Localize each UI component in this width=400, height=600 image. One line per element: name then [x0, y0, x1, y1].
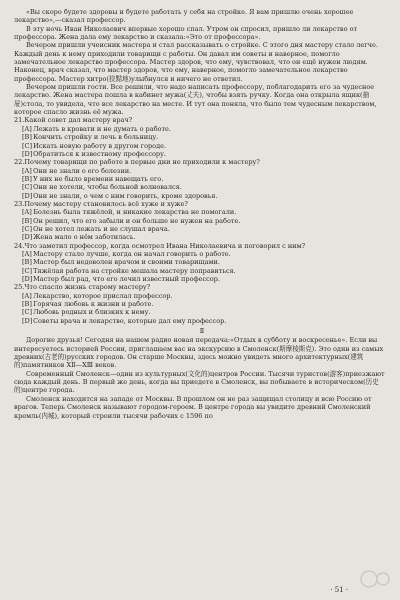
- option-text: Советы врача и лекарство, которые дал ему профессор.: [33, 316, 227, 325]
- question-number: 21.: [14, 116, 25, 125]
- option-text: Жена мало о нём заботилась.: [33, 233, 136, 242]
- option[interactable]: [14, 317, 390, 325]
- option-text: Мастер был недоволен врачом и своими товарищами.: [33, 258, 220, 267]
- option-text: Мастер был рад, что его лечил известный профессор.: [33, 275, 220, 283]
- question-text: Что заметил профессор, когда осмотрел Ивана Николаевича и поговорил с ним?: [24, 241, 306, 250]
- option[interactable]: [14, 150, 390, 158]
- option-text: Лекарство, которое прислал профессор.: [33, 291, 173, 300]
- option[interactable]: [14, 267, 390, 275]
- option-letter: [B]: [22, 216, 32, 225]
- option[interactable]: [14, 233, 390, 241]
- option-text: Обратиться к известному профессору.: [33, 149, 166, 158]
- text2-paragraph: Дорогие друзья! Сегодня на нашем радио новая передача:«Отдых в субботу и воскресенье». Если вы интересуетесь историей России, приглашаем вас на экскурсию в Смоленск(斯摩棱斯克). Это один из самых древних(古老的)русских городов. Он старше Москвы, здесь можно увидеть много архитектурных(建筑的)памятников XⅡ—XⅢ веков.: [14, 336, 384, 370]
- option[interactable]: [14, 217, 390, 225]
- option-letter: [D]: [22, 191, 33, 200]
- question-number: 22.: [14, 158, 25, 167]
- option-text: Болезнь была тяжёлой, и никакие лекарства не помогали.: [33, 208, 237, 217]
- intro-paragraph: В эту ночь Иван Николаевич впервые хорошо спал. Утром он спросил, пришло ли лекарство от профессора. Жена дала ему лекарство и сказала:«Это от профессора».: [14, 24, 358, 42]
- option-letter: [A]: [22, 124, 32, 133]
- option[interactable]: [14, 275, 390, 283]
- option-text: Лежать в кровати и не думать о работе.: [33, 124, 171, 133]
- question-21: [14, 116, 390, 158]
- option-text: Мастеру стало лучше, когда он начал говорить о работе.: [33, 249, 231, 258]
- question-number: 25.: [14, 283, 25, 292]
- text2-paragraph: Смоленск находится на западе от Москвы. В прошлом он не раз защищал столицу и всю Россию от врагов. Теперь Смоленск называют городом-героем. В центре города вы увидите древний Смоленский кремль(内城), который строили тысячи рабочих с 1596 по: [14, 394, 372, 420]
- intro-paragraph: Вечером пришли учеисник мастера и стал рассказывать о стройке. С этого дня мастеру стало легче. Каждый день к нему приходили товарищи с работы. Он давал им советы и наверное, помогло замечательное лекарство профессора. Мастер здоров, что ему, чувствовал, что он ещё нужен людям. Наконец, врач сказал, что мастер здоров, что ему, наверное, помогло замечательное лекарство профессора. Мастер хитро(狡黠地)улыбнулся и ничего не ответил.: [14, 41, 378, 83]
- option-letter: [D]: [22, 149, 33, 158]
- reading-text-1: [14, 8, 390, 116]
- option[interactable]: [14, 175, 390, 183]
- option-letter: [C]: [22, 224, 33, 233]
- intro-paragraph: «Вы скоро будете здоровы и будете работать у себя на стройке. Я вам пришлю очень хорошее лекарство»,—сказал профессор.: [14, 8, 354, 25]
- option-text: Они не знали, о чем с ним говорить, кроме здоровья.: [33, 191, 218, 200]
- option-text: Они не хотели, чтобы больной волновался.: [33, 183, 182, 192]
- option-text: Кончить стройку и лечь в больницу.: [33, 133, 159, 142]
- option-letter: [B]: [22, 174, 32, 183]
- option[interactable]: [14, 308, 390, 316]
- option-letter: [A]: [22, 249, 32, 258]
- option-letter: [B]: [22, 258, 32, 267]
- text2-paragraph: Современный Смоленск—один из культурных(文化的)центров России. Тысячи туристов(游客)приезжают сюда каждый день. В первый же день, когда вы приедете в Смоленск, вы побываете в историческом(历史的)центре города.: [14, 369, 385, 395]
- option[interactable]: [14, 125, 390, 133]
- option-letter: [C]: [22, 266, 33, 275]
- option-text: Искать новую работу в другом городе.: [33, 141, 167, 150]
- question-23: [14, 200, 390, 242]
- reading-text-2: [14, 336, 390, 419]
- question-text: Почему товарищи по работе в первые дни не приходили к мастеру?: [24, 158, 260, 167]
- question-text: Почему мастеру становилось всё хуже и хуже?: [24, 199, 188, 208]
- option[interactable]: [14, 258, 390, 266]
- page-number: · 51 ·: [330, 585, 348, 594]
- option-text: Тяжёлая работа на стройке мешала мастеру поправиться.: [33, 266, 236, 275]
- question-text: Что спасло жизнь старому мастеру?: [24, 283, 151, 292]
- option-letter: [A]: [22, 291, 32, 300]
- option-letter: [A]: [22, 208, 32, 217]
- intro-paragraph: Вечером пришли гости. Все решили, что надо написать профессору, поблагодарить его за чудесное лекарство. Жена мастера пошла в кабинет мужа(丈夫), чтобы взять ручку. Когда она открыла ящик(抽屉)стола, то увидела, что все лекарство на месте. И тут она поняла, что было тем чудесным лекарством, которое спасло жизнь её мужа.: [14, 83, 377, 117]
- option-letter: [C]: [22, 183, 33, 192]
- option[interactable]: [14, 133, 390, 141]
- option-letter: [B]: [22, 300, 32, 309]
- option[interactable]: [14, 192, 390, 200]
- option[interactable]: [14, 142, 390, 150]
- option-text: Любовь родных и близких к нему.: [33, 308, 151, 317]
- option-letter: [A]: [22, 166, 32, 175]
- option[interactable]: [14, 250, 390, 258]
- option-letter: [D]: [22, 275, 33, 283]
- question-number: 24.: [14, 241, 25, 250]
- option-letter: [C]: [22, 141, 33, 150]
- option-letter: [B]: [22, 133, 32, 142]
- option[interactable]: [14, 292, 390, 300]
- option[interactable]: [14, 167, 390, 175]
- question-text: Какой совет дал мастеру врач?: [24, 116, 133, 125]
- watermark-icon: [358, 568, 392, 590]
- option-letter: [D]: [22, 233, 33, 242]
- option[interactable]: [14, 225, 390, 233]
- option-text: Он не хотел лежать и не слушал врача.: [33, 224, 170, 233]
- question-number: 23.: [14, 199, 25, 208]
- option[interactable]: [14, 208, 390, 216]
- question-25: [14, 283, 390, 325]
- option-text: Горячая любовь к жизни и работе.: [33, 300, 154, 309]
- option-letter: [D]: [22, 316, 33, 325]
- option[interactable]: [14, 300, 390, 308]
- option-text: У них не было времени навещать его.: [33, 174, 164, 183]
- option[interactable]: [14, 183, 390, 191]
- question-22: [14, 158, 390, 200]
- section-number: Ⅱ: [199, 327, 205, 336]
- option-text: Он решил, что его забыли и он больше не нужен на работе.: [33, 216, 241, 225]
- question-block: [14, 116, 390, 325]
- question-24: [14, 242, 390, 284]
- option-text: Они не знали о его болезни.: [33, 166, 132, 175]
- option-letter: [C]: [22, 308, 33, 317]
